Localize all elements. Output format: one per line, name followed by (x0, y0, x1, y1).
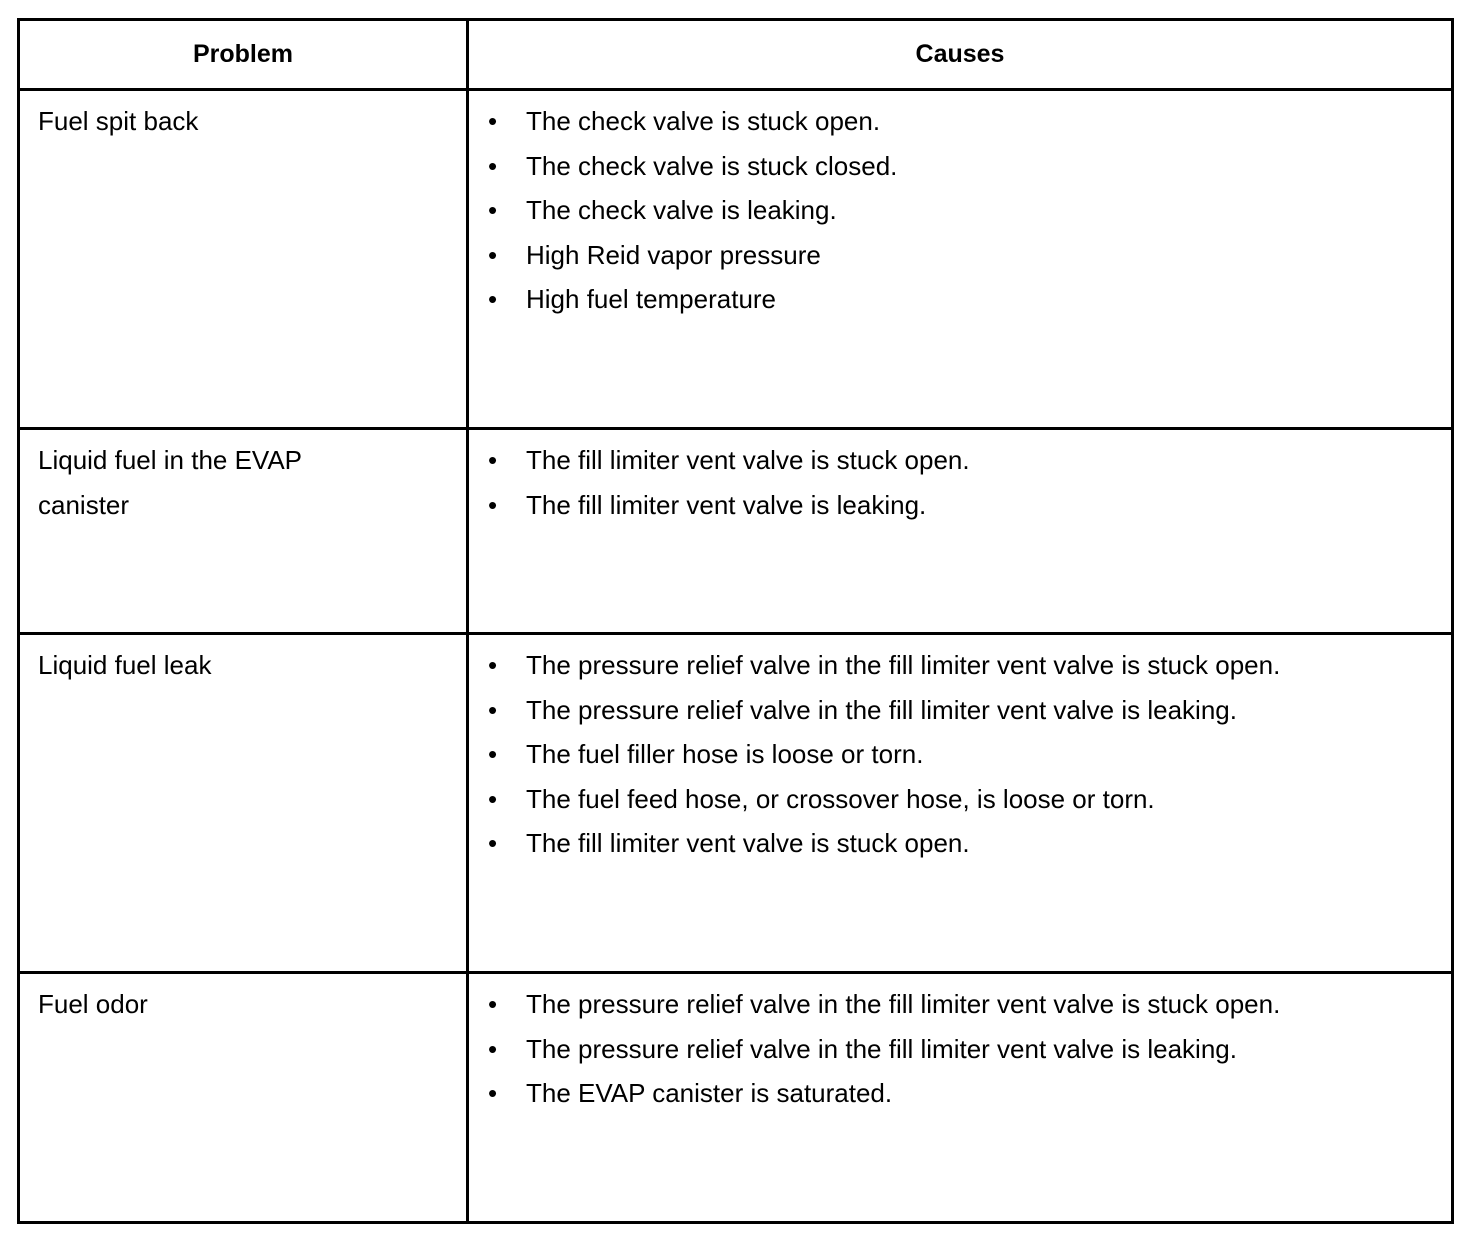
cause-text: The fill limiter vent valve is stuck open. (526, 828, 970, 859)
header-problem: Problem (192, 40, 294, 68)
causes-list (469, 982, 1280, 1116)
cause-item (469, 821, 1280, 866)
table-border-right (1451, 18, 1454, 1224)
cause-item (469, 777, 1280, 822)
cause-text: The pressure relief valve in the fill limiter vent valve is stuck open. (526, 989, 1281, 1019)
cause-item (469, 188, 897, 233)
cause-text: High fuel temperature (526, 284, 777, 315)
table-border-bottom (17, 1221, 1454, 1224)
bullet-icon: • (488, 106, 498, 136)
cause-item (469, 982, 1280, 1027)
problem-cell: Liquid fuel leak (38, 650, 212, 680)
cause-text: The fill limiter vent valve is stuck open. (526, 445, 970, 475)
bullet-icon: • (488, 239, 498, 270)
cause-item (469, 144, 897, 189)
bullet-icon: • (488, 1033, 498, 1064)
cause-text: The fuel filler hose is loose or torn. (526, 739, 924, 770)
cause-text: The pressure relief valve in the fill limiter vent valve is leaking. (526, 694, 1237, 725)
bullet-icon: • (488, 195, 498, 226)
cause-item (469, 99, 897, 144)
problem-cell: Liquid fuel in the EVAP canister (38, 445, 302, 520)
cause-item (469, 438, 970, 483)
cause-item (469, 1071, 1280, 1116)
cause-text: The pressure relief valve in the fill limiter vent valve is leaking. (526, 1033, 1237, 1064)
bullet-icon: • (488, 150, 498, 181)
bullet-icon: • (488, 284, 498, 315)
cause-text: The check valve is stuck closed. (526, 150, 898, 181)
bullet-icon: • (488, 489, 498, 520)
causes-list (469, 438, 970, 527)
table-row (20, 91, 1451, 427)
table-row (20, 974, 1451, 1221)
bullet-icon: • (488, 739, 498, 770)
cause-item (469, 277, 897, 322)
bullet-icon: • (488, 650, 498, 680)
cause-item (469, 688, 1280, 733)
problem-cell: Fuel spit back (38, 106, 199, 136)
causes-list (469, 99, 897, 322)
bullet-icon: • (488, 989, 498, 1019)
cause-text: The fuel feed hose, or crossover hose, is loose or torn. (526, 783, 1155, 814)
bullet-icon: • (488, 694, 498, 725)
cause-text: The EVAP canister is saturated. (526, 1078, 893, 1109)
cause-item (469, 1027, 1280, 1072)
header-causes: Causes (915, 40, 1005, 68)
cause-text: The check valve is leaking. (526, 195, 837, 226)
cause-item (469, 732, 1280, 777)
cause-item (469, 483, 970, 528)
cause-item (469, 643, 1280, 688)
bullet-icon: • (488, 1078, 498, 1109)
troubleshooting-table (17, 18, 1454, 1224)
table-row (20, 635, 1451, 971)
problem-cell: Fuel odor (38, 989, 148, 1019)
cause-text: The pressure relief valve in the fill limiter vent valve is stuck open. (526, 650, 1281, 680)
cause-text: The check valve is stuck open. (526, 106, 881, 136)
cause-text: High Reid vapor pressure (526, 239, 821, 270)
bullet-icon: • (488, 445, 498, 475)
cause-text: The fill limiter vent valve is leaking. (526, 489, 927, 520)
bullet-icon: • (488, 828, 498, 859)
cause-item (469, 233, 897, 278)
causes-list (469, 643, 1280, 866)
bullet-icon: • (488, 783, 498, 814)
table-row (20, 430, 1451, 632)
